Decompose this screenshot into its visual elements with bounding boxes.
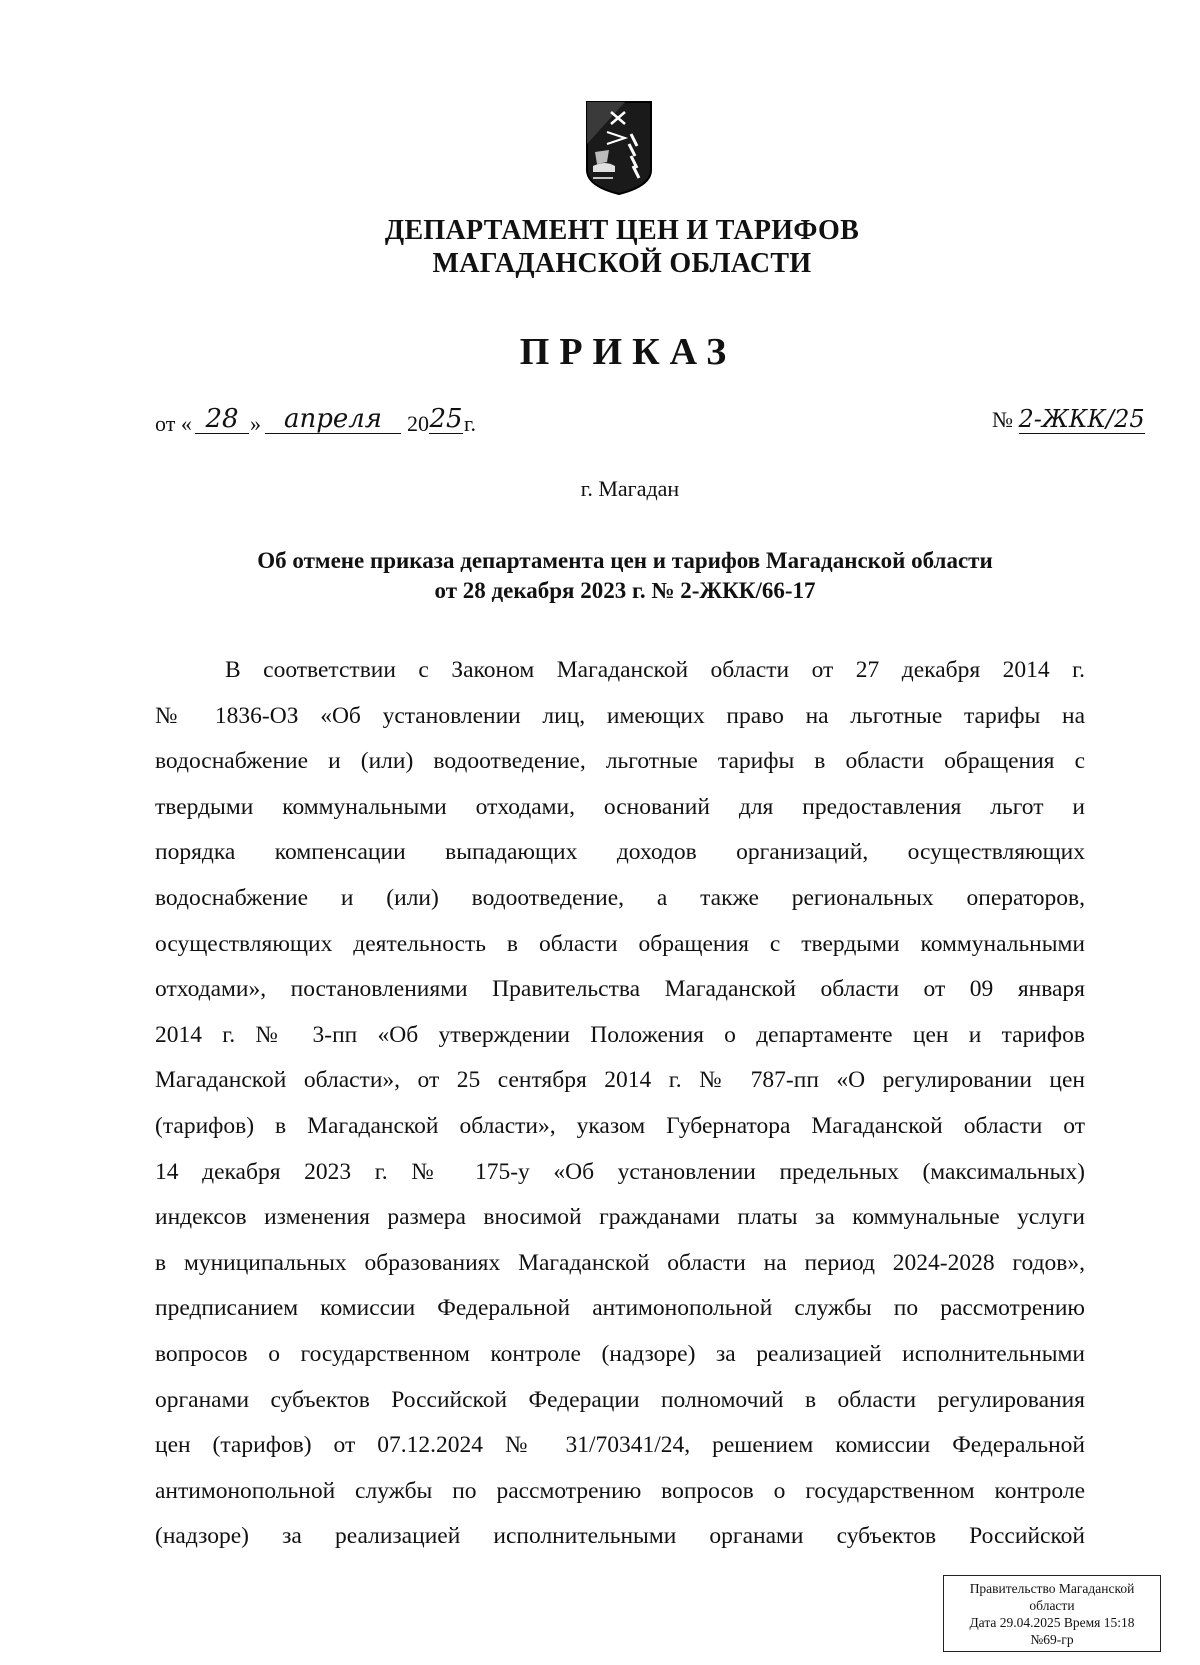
body-line: органами субъектов Российской Федерации полномочий в области регулирования — [155, 1386, 1085, 1413]
body-line: цен (тарифов) от 07.12.2024 № 31/70341/24, решением комиссии Федеральной — [155, 1432, 1085, 1459]
body-line: водоснабжение и (или) водоотведение, льготные тарифы в области обращения с — [155, 748, 1085, 775]
body-line: водоснабжение и (или) водоотведение, а также региональных операторов, — [155, 884, 1085, 911]
order-title-text: ПРИКАЗ — [519, 331, 737, 373]
registration-stamp — [943, 1575, 1161, 1652]
city-name: г. Магадан — [580, 476, 680, 501]
year-prefix: 20 — [407, 411, 429, 436]
date-quote-close: » — [250, 411, 261, 436]
body-line: твердыми коммунальными отходами, оснований для предоставления льгот и — [155, 793, 1085, 820]
city — [0, 476, 1200, 502]
body-line: предписанием комиссии Федеральной антимонопольной службы по рассмотрению — [155, 1295, 1085, 1322]
body-line: в муниципальных образованиях Магаданской области на период 2024-2028 годов», — [155, 1249, 1085, 1276]
year-suffix: г. — [464, 411, 477, 436]
order-number — [992, 405, 1145, 445]
date-prefix: от « — [155, 411, 192, 436]
department-line-1: ДЕПАРТАМЕНТ ЦЕН И ТАРИФОВ — [384, 215, 860, 246]
body-line: (тарифов) в Магаданской области», указом Губернатора Магаданской области от — [155, 1112, 1085, 1139]
body-text — [155, 648, 1085, 1560]
body-line: вопросов о государственном контроле (надзоре) за реализацией исполнительными — [155, 1340, 1085, 1367]
body-line: Магаданской области», от 25 сентября 2014 г. № 787-пп «О регулировании цен — [155, 1067, 1085, 1094]
date-year: 25 — [429, 404, 463, 434]
stamp-line-3: Дата 29.04.2025 Время 15:18 — [969, 1615, 1135, 1630]
number-prefix: № — [992, 407, 1013, 432]
stamp-line-2: области — [1029, 1598, 1075, 1613]
order-subject — [0, 546, 1200, 606]
body-line: В соответствии с Законом Магаданской области от 27 декабря 2014 г. — [225, 657, 1085, 683]
date-day: 28 — [195, 405, 249, 434]
department-name — [0, 214, 1200, 280]
body-line: (надзоре) за реализацией исполнительными органами субъектов Российской — [155, 1523, 1085, 1550]
body-line: отходами», постановлениями Правительства Магаданской области от 09 января — [155, 976, 1085, 1003]
body-line: осуществляющих деятельность в области обращения с твердыми коммунальными — [155, 930, 1085, 957]
order-title — [0, 330, 1200, 374]
body-line: 2014 г. № 3-пп «Об утверждении Положения о департаменте цен и тарифов — [155, 1021, 1085, 1048]
department-line-2: МАГАДАНСКОЙ ОБЛАСТИ — [432, 248, 812, 279]
stamp-line-1: Правительство Магаданской — [969, 1581, 1135, 1596]
subject-line-1: Об отмене приказа департамента цен и тарифов Магаданской области — [257, 548, 993, 573]
stamp-line-4: №69-гр — [1030, 1632, 1074, 1647]
coat-of-arms-icon — [585, 100, 653, 196]
body-line: антимонопольной службы по рассмотрению вопросов о государственном контроле — [155, 1477, 1085, 1504]
body-line: 14 декабря 2023 г. № 175-у «Об установлении предельных (максимальных) — [155, 1158, 1085, 1185]
date-month: апреля — [265, 405, 401, 434]
subject-line-2: от 28 декабря 2023 г. № 2-ЖКК/66-17 — [434, 578, 816, 603]
body-line: № 1836-ОЗ «Об установлении лиц, имеющих право на льготные тарифы на — [155, 702, 1085, 729]
body-line: индексов изменения размера вносимой гражданами платы за коммунальные услуги — [155, 1204, 1085, 1231]
number-value: 2-ЖКК/25 — [1018, 405, 1145, 433]
body-line: порядка компенсации выпадающих доходов организаций, осуществляющих — [155, 839, 1085, 866]
